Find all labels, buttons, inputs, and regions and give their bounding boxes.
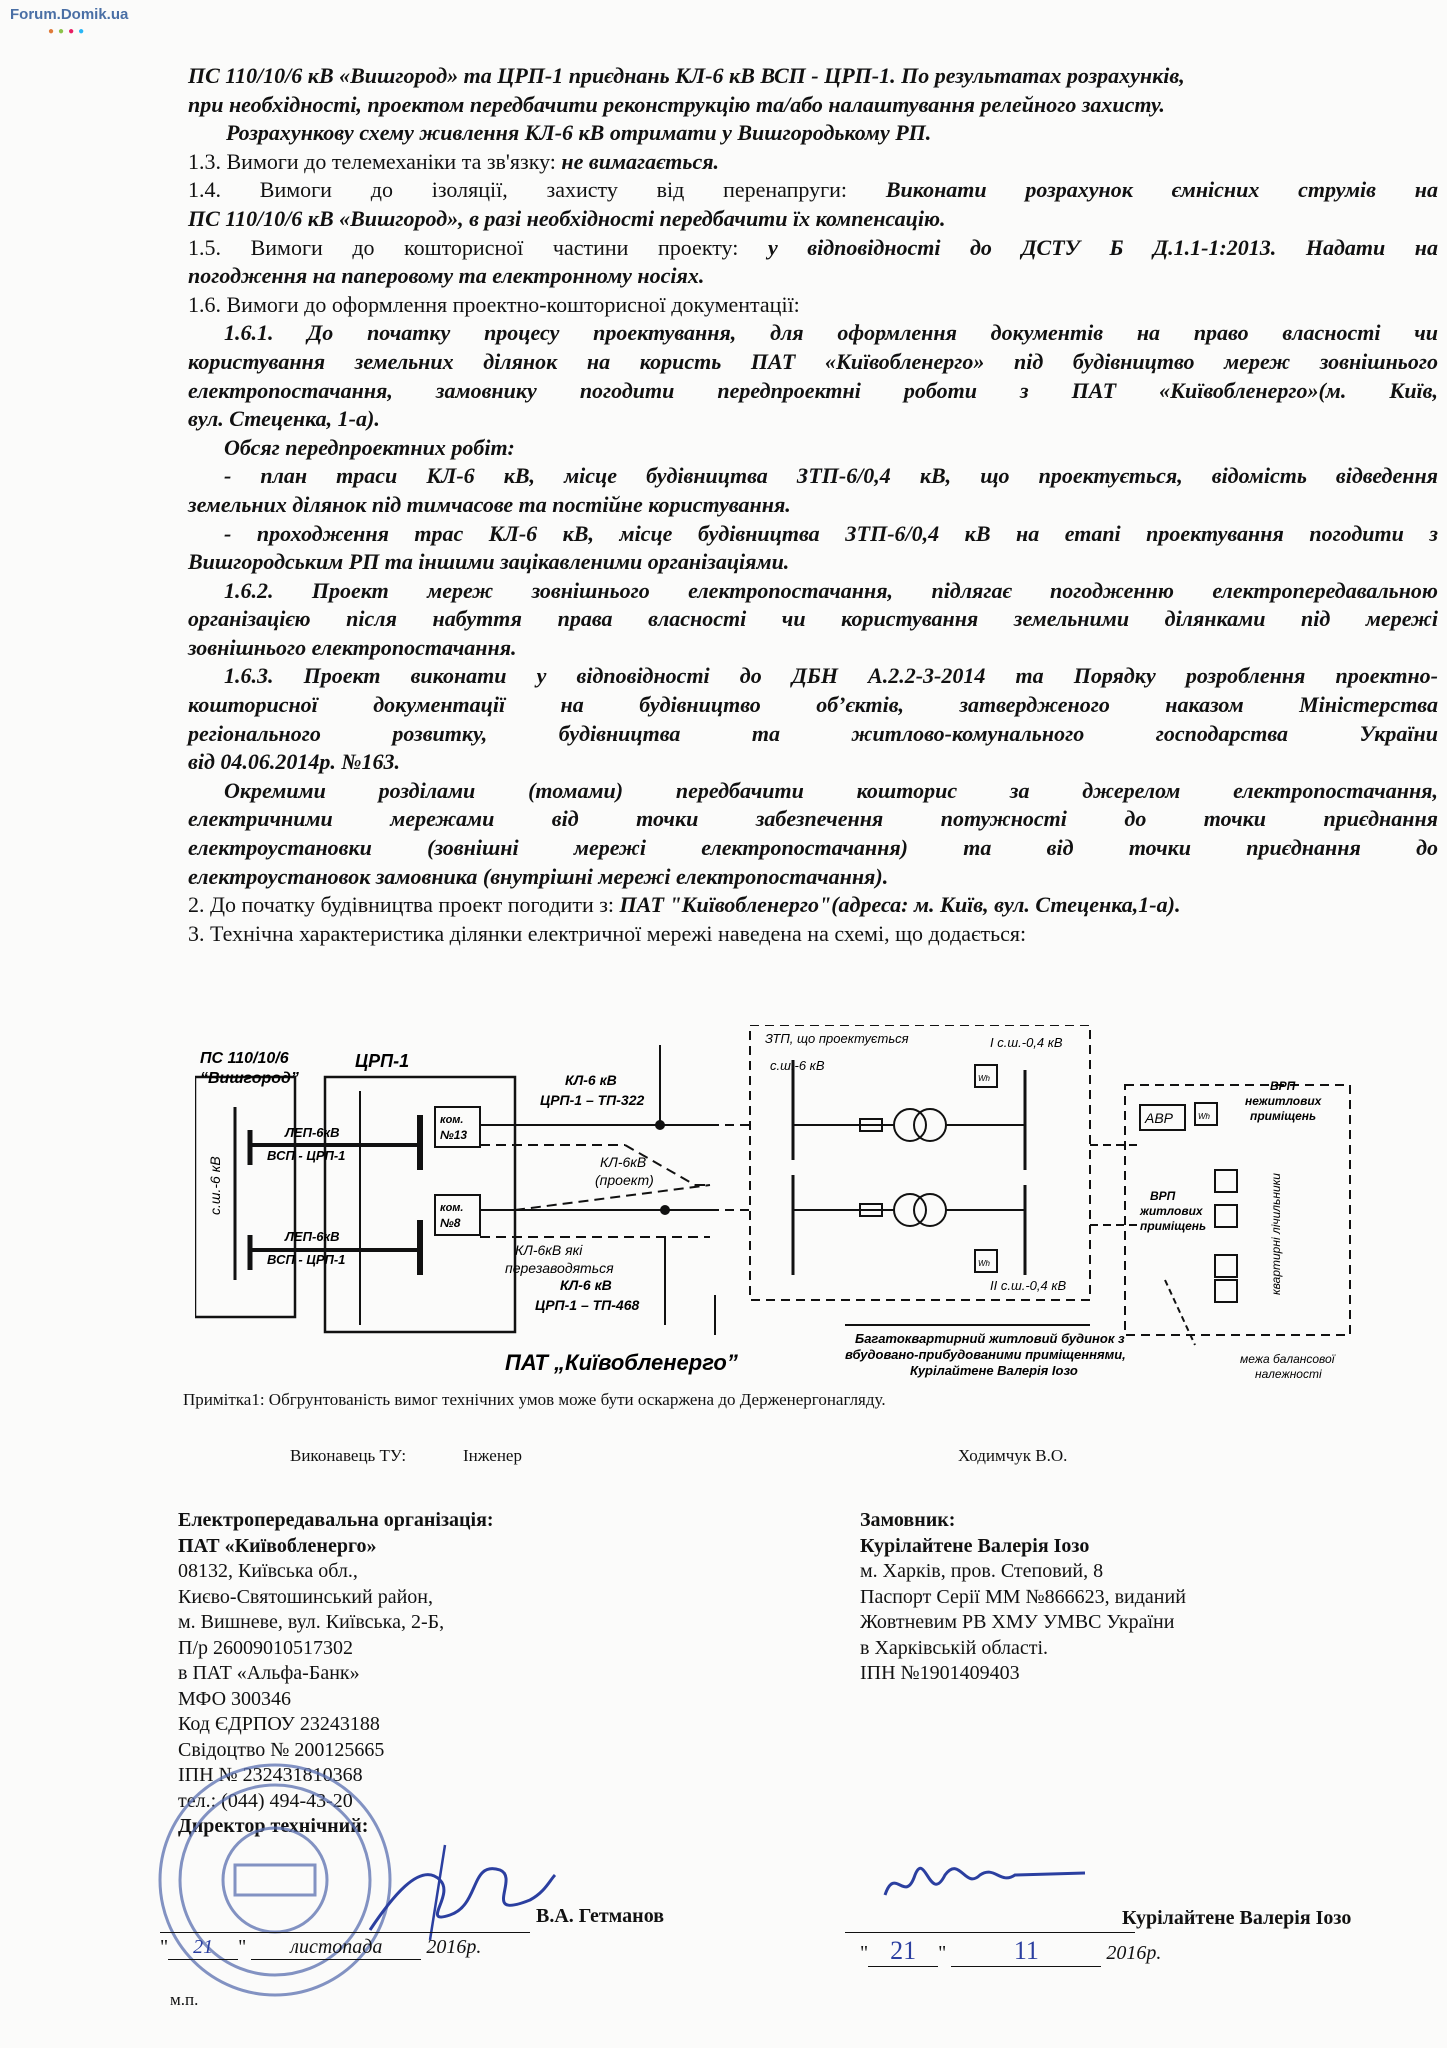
customer-line: Жовтневим РВ ХМУ УМВС України [860,1611,1175,1633]
date-month: листопада [251,1936,421,1960]
paragraph: регіонального розвитку, будівництва та житлово-комунального господарства України [188,720,1438,746]
org-name: ПАТ «Київобленерго» [178,1534,377,1557]
label-boundary: належності [1255,1367,1322,1381]
org-line: в ПАТ «Альфа-Банк» [178,1662,360,1684]
paragraph: ПС 110/10/6 кВ «Вишгород» та ЦРП-1 приєднань КЛ-6 кВ ВСП - ЦРП-1. По результатах розрахунків, [188,63,1185,88]
executor-name: Ходимчук В.О. [958,1446,1068,1465]
label-bus: с.ш.-6 кВ [207,1156,223,1215]
org-line: П/р 26009010517302 [178,1636,353,1659]
value-text: Виконати розрахунок ємнісних струмів на [885,177,1438,203]
note-text: Примітка1: Обгрунтованість вимог технічних умов може бути оскаржена до Держенергонагляду. [183,1390,886,1409]
paragraph: вул. Стеценка, 1-а). [188,406,380,432]
label-kom: №13 [440,1128,468,1142]
paragraph [188,176,1438,205]
label-kom: №8 [440,1216,461,1230]
paragraph: від 04.06.2014р. №163. [188,749,400,775]
customer-line: в Харківській області. [860,1636,1049,1659]
paragraph [188,148,1438,177]
org-line: Києво-Святошинський район, [178,1585,433,1608]
label-vrp: ВРП [1150,1189,1176,1203]
watermark-dots: ●●●● [48,26,89,37]
label-crp-title: ЦРП-1 [355,1051,410,1071]
paragraph: Вишгородським РП та іншими зацікавленими організаціями. [188,549,790,575]
paragraph: земельних ділянок під тимчасове та постійне користування. [188,491,791,517]
org-line: Код ЄДРПОУ 23243188 [178,1713,380,1735]
executor-label: Виконавець ТУ: [290,1446,407,1465]
director-name: В.А. Гетманов [536,1905,664,1927]
paragraph: при необхідності, проектом передбачити реконструкцію та/або налаштування релейного захисту. [188,91,1165,117]
signature-line [845,1932,1135,1933]
label-text: 1.4. Вимоги до ізоляції, захисту від перенапруги: [188,177,886,203]
customer-date: " 21 " 11 2016р. [860,1936,1162,1965]
label-ps-title: ПС 110/10/6 [200,1050,289,1067]
label-line: ЛЕП-6кВ [285,1125,340,1140]
org-title: Електропередавальна організація: [178,1509,494,1531]
customer-line: м. Харків, пров. Степовий, 8 [860,1560,1104,1582]
date-year: 2016р. [1106,1942,1162,1964]
value-text: не вимагається. [561,148,720,174]
paragraph: кошторисної документації на будівництво об’єктів, затвердженого наказом Міністерства [188,692,1438,718]
paragraph [188,891,1438,920]
org-line: м. Вишневе, вул. Київська, 2-Б, [178,1611,445,1633]
paragraph: - план траси КЛ-6 кВ, місце будівництва ЗТП-6/0,4 кВ, що проектується, відомість відведення [224,463,1438,489]
label-pat: ПАТ „Київобленерго” [505,1350,738,1375]
label-wh: Wh [978,1259,990,1268]
label-boundary: межа балансової [1240,1352,1335,1366]
paragraph: 1.6.1. До початку процесу проектування, для оформлення документів на право власності чи [224,320,1438,346]
org-line: ІПН № 232431810368 [178,1764,363,1786]
paragraph: 3. Технічна характеристика ділянки електричної мережі наведена на схемі, що додається: [188,920,1027,946]
paragraph: 1.6.3. Проект виконати у відповідності до ДБН А.2.2-3-2014 та Порядку розроблення проектно- [224,663,1438,689]
paragraph: Розрахункову схему живлення КЛ-6 кВ отримати у Вишгородькому РП. [226,120,932,146]
signature-line [160,1932,530,1933]
label-building: вбудовано-прибудованими приміщеннями, [845,1347,1126,1362]
org-line: МФО 300346 [178,1687,292,1710]
label-cable: перезаводяться [505,1260,614,1276]
label-bus: с.ш.-6 кВ [770,1058,825,1073]
paragraph [188,234,1438,263]
label-vrp: ВРП [1270,1079,1296,1093]
director-signature [360,1840,560,1950]
label-ps-name: “Вишгород” [200,1070,299,1087]
label-ztp: ЗТП, що проектується [765,1031,909,1046]
customer-signature [880,1845,1090,1915]
label-cable: КЛ-6 кВ [565,1072,617,1088]
customer-title: Замовник: [860,1509,956,1531]
executor-role: Інженер [463,1446,522,1465]
label-building: Курілайтене Валерія Іозо [910,1363,1078,1378]
paragraph: електричними мережами від точки забезпечення потужності до точки приєднання [188,806,1438,832]
label-vrp: житлових [1140,1204,1203,1218]
paragraph: 1.6. Вимоги до оформлення проектно-кошторисної документації: [188,291,800,317]
paragraph: ПС 110/10/6 кВ «Вишгород», в разі необхідності передбачити їх компенсацію. [188,205,946,231]
label-text: 1.3. Вимоги до телемеханіки та зв'язку: [188,148,562,174]
label-bus: II с.ш.-0,4 кВ [990,1278,1067,1293]
paragraph: - проходження трас КЛ-6 кВ, місце будівництва ЗТП-6/0,4 кВ на етапі проектування погодити з [224,520,1438,546]
electrical-scheme-diagram [195,1025,1395,1395]
org-line: Свідоцтво № 200125665 [178,1738,385,1761]
label-avr: АВР [1145,1110,1174,1126]
paragraph: погодження на паперовому та електронному носіях. [188,263,705,289]
paragraph: електроустановки (зовнішні мережі електропостачання) та від точки приєднання до [188,835,1438,861]
label-line: ЛЕП-6кВ [285,1229,340,1244]
customer-signer-name: Курілайтене Валерія Іозо [1122,1907,1352,1929]
value-text: у відповідності до ДСТУ Б Д.1.1-1:2013. Надати на [767,234,1438,260]
body-text [188,62,1438,948]
label-wh: Wh [978,1074,990,1083]
date-month: 11 [951,1936,1101,1967]
label-building: Багатоквартирний житловий будинок з [855,1331,1125,1346]
stamp-place-label: м.п. [170,1990,199,2009]
label-cable: (проект) [595,1172,654,1188]
paragraph: 1.6.2. Проект мереж зовнішнього електропостачання, підлягає погодженню електропередавальною [224,577,1438,603]
paragraph: електропостачання, замовнику погодити передпроектні роботи з ПАТ «Київобленерго»(м. Київ, [188,377,1438,403]
label-kom: ком. [440,1202,464,1214]
paragraph: користування земельних ділянок на користь ПАТ «Київобленерго» під будівництво мереж зовнішнього [188,348,1438,374]
paragraph: організацією після набуття права власності чи користування земельними ділянками під мережі [188,606,1438,632]
customer-line: ІПН №1901409403 [860,1662,1020,1684]
label-cable: КЛ-6кВ які [515,1242,583,1258]
label-vrp: нежитлових [1245,1094,1322,1108]
paragraph: електроустановок замовника (внутрішні мережі електропостачання). [188,863,889,889]
label-meters: квартирні лічильники [1269,1173,1283,1295]
org-line: 08132, Київська обл., [178,1560,358,1582]
label-line: ВСП - ЦРП-1 [267,1148,346,1163]
paragraph: Окремими розділами (томами) передбачити кошторис за джерелом електропостачання, [224,777,1438,803]
customer-name: Курілайтене Валерія Іозо [860,1534,1090,1557]
date-day: 21 [168,1936,238,1960]
label-text: 2. До початку будівництва проект погодити з: [188,892,620,918]
label-vrp: приміщень [1250,1109,1317,1123]
label-cable: ЦРП-1 – ТП-322 [540,1092,645,1108]
watermark: Forum.Domik.ua [10,6,129,23]
label-line: ВСП - ЦРП-1 [267,1252,346,1267]
org-date: " 21 " листопада 2016р. [160,1936,482,1958]
customer-block [860,1508,1186,1687]
paragraph: Обсяг передпроектних робіт: [224,434,515,460]
label-wh: Wh [1198,1112,1210,1121]
director-title: Директор технічний: [178,1815,369,1837]
customer-line: Паспорт Серії ММ №866623, виданий [860,1585,1186,1608]
org-line: тел.: (044) 494-43-20 [178,1789,353,1812]
label-cable: КЛ-6 кВ [560,1277,612,1293]
value-text: ПАТ "Київобленерго"(адреса: м. Київ, вул. Стеценка,1-а). [619,892,1181,918]
paragraph: зовнішнього електропостачання. [188,634,517,660]
label-kom: ком. [440,1114,464,1126]
label-cable: ЦРП-1 – ТП-468 [535,1297,640,1313]
date-day: 21 [868,1936,938,1967]
label-text: 1.5. Вимоги до кошторисної частини проекту: [188,234,768,260]
label-vrp: приміщень [1140,1219,1207,1233]
label-cable: КЛ-6кВ [600,1154,647,1170]
label-bus: I с.ш.-0,4 кВ [990,1035,1063,1050]
date-year: 2016р. [426,1936,482,1958]
